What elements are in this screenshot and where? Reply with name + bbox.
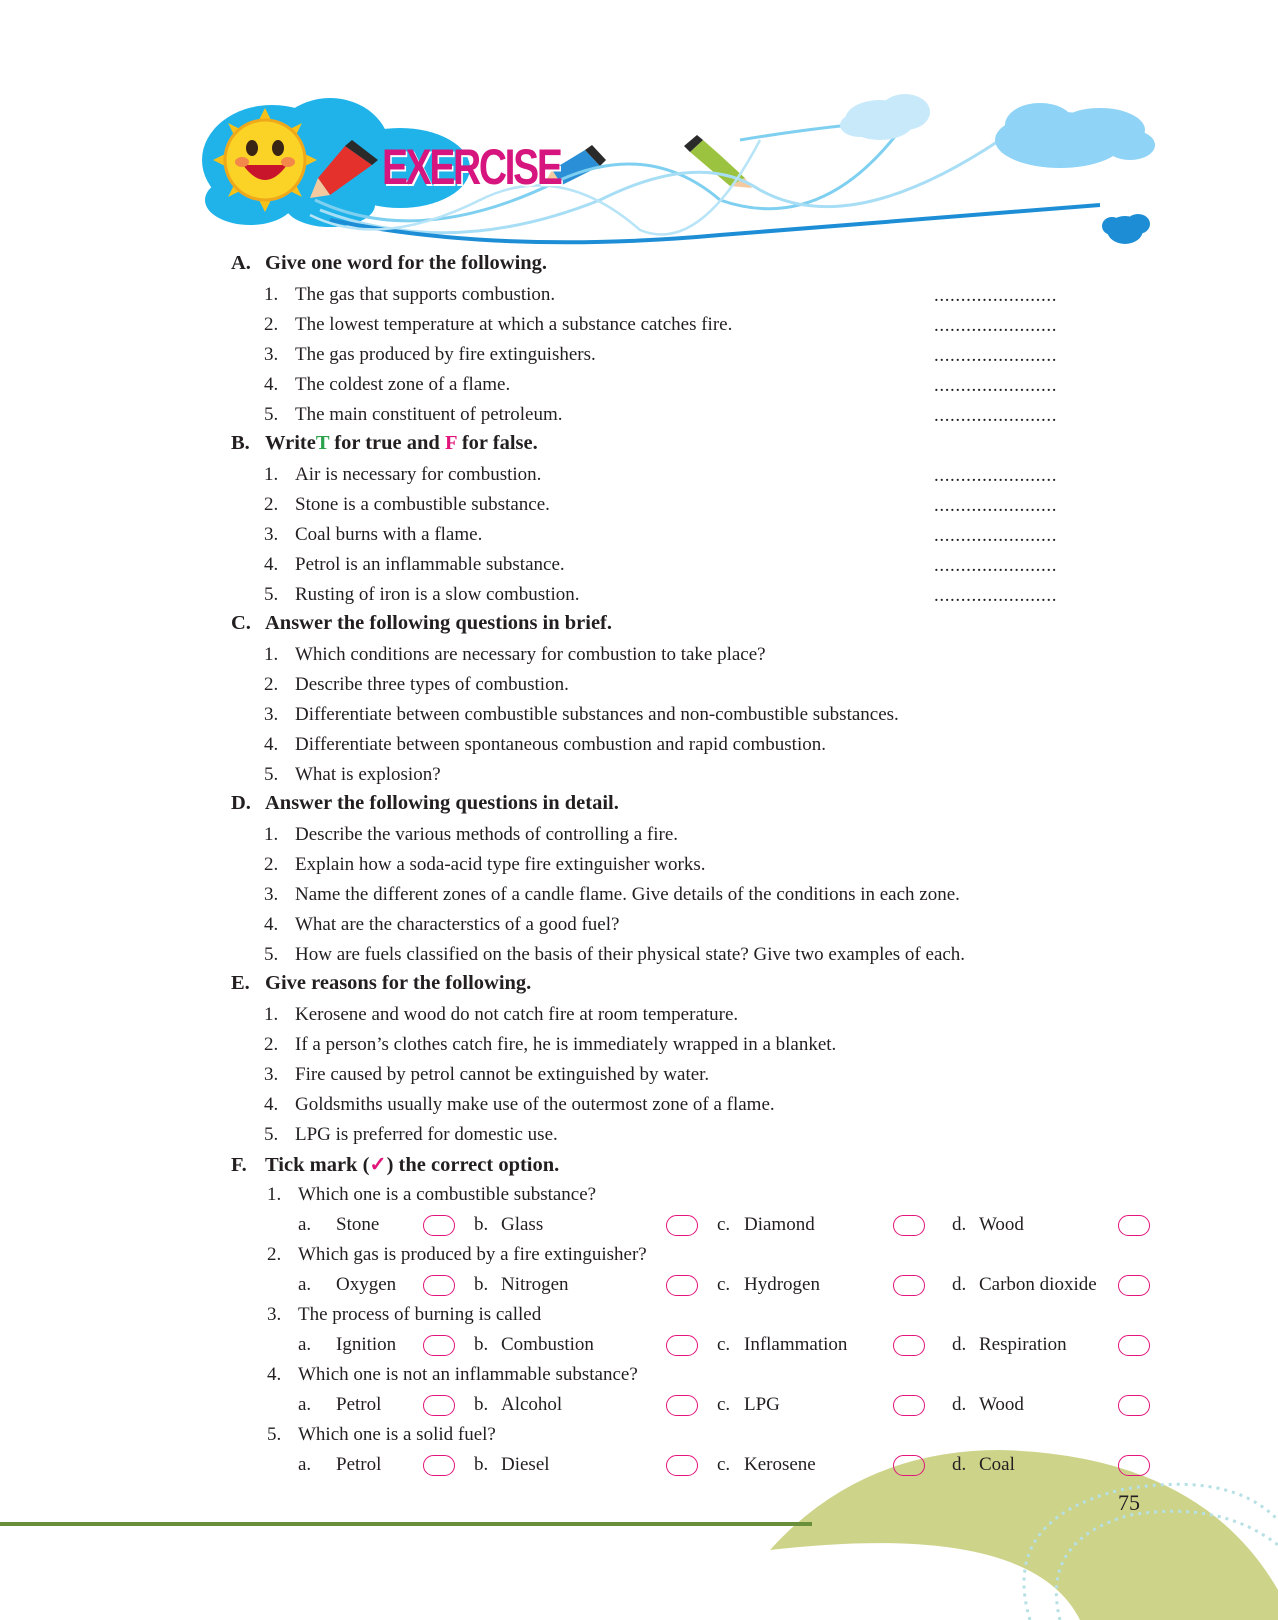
answer-checkbox[interactable] <box>1118 1455 1150 1476</box>
mcq-option: b. Diesel <box>474 1454 550 1475</box>
list-item: 5. Rusting of iron is a slow combustion. <box>264 584 580 605</box>
list-item: 1. Kerosene and wood do not catch fire at room temperature. <box>264 1004 739 1025</box>
answer-checkbox[interactable] <box>893 1335 925 1356</box>
answer-checkbox[interactable] <box>893 1395 925 1416</box>
answer-checkbox[interactable] <box>1118 1215 1150 1236</box>
answer-checkbox[interactable] <box>893 1275 925 1296</box>
list-item: 4. Petrol is an inflammable substance. <box>264 554 565 575</box>
list-item: 3. Differentiate between combustible substances and non-combustible substances. <box>264 704 899 725</box>
answer-checkbox[interactable] <box>666 1215 698 1236</box>
answer-line[interactable]: ....................... <box>934 375 1058 396</box>
list-item: 2. If a person’s clothes catch fire, he is immediately wrapped in a blanket. <box>264 1034 837 1055</box>
mcq-option: c. Hydrogen <box>717 1274 820 1295</box>
answer-checkbox[interactable] <box>666 1455 698 1476</box>
mcq-option: c. LPG <box>717 1394 780 1415</box>
tick-icon: ✓ <box>369 1154 387 1176</box>
answer-line[interactable]: ....................... <box>934 405 1058 426</box>
list-item: 1. The gas that supports combustion. <box>264 284 556 305</box>
answer-checkbox[interactable] <box>666 1335 698 1356</box>
list-item: 5. How are fuels classified on the basis of their physical state? Give two examples of each. <box>264 944 966 965</box>
mcq-option: d. Carbon dioxide <box>952 1274 1097 1295</box>
answer-checkbox[interactable] <box>423 1215 455 1236</box>
answer-line[interactable]: ....................... <box>934 585 1058 606</box>
section-f-heading: F. Tick mark (✓) the correct option. <box>231 1154 560 1176</box>
list-item: 5. LPG is preferred for domestic use. <box>264 1124 558 1145</box>
section-d-heading: D. Answer the following questions in detail. <box>231 792 619 814</box>
answer-line[interactable]: ....................... <box>934 345 1058 366</box>
answer-checkbox[interactable] <box>423 1275 455 1296</box>
list-item: 4. The coldest zone of a flame. <box>264 374 511 395</box>
answer-checkbox[interactable] <box>893 1455 925 1476</box>
mcq-option: d. Wood <box>952 1214 1024 1235</box>
list-item: 4. What are the characterstics of a good fuel? <box>264 914 620 935</box>
list-item: 2. Describe three types of combustion. <box>264 674 569 695</box>
answer-checkbox[interactable] <box>893 1215 925 1236</box>
section-a-heading: A. Give one word for the following. <box>231 252 548 274</box>
answer-checkbox[interactable] <box>666 1275 698 1296</box>
list-item: 1. Which conditions are necessary for combustion to take place? <box>264 644 766 665</box>
mcq-option: b. Combustion <box>474 1334 594 1355</box>
mcq-question: 5. Which one is a solid fuel? <box>267 1424 496 1445</box>
mcq-option: b. Nitrogen <box>474 1274 569 1295</box>
list-item: 4. Goldsmiths usually make use of the outermost zone of a flame. <box>264 1094 775 1115</box>
list-item: 2. Stone is a combustible substance. <box>264 494 550 515</box>
list-item: 1. Describe the various methods of controlling a fire. <box>264 824 679 845</box>
list-item: 3. The gas produced by fire extinguishers. <box>264 344 596 365</box>
mcq-question: 2. Which gas is produced by a fire extinguisher? <box>267 1244 647 1265</box>
page-number: 75 <box>1118 1490 1140 1515</box>
answer-line[interactable]: ....................... <box>934 285 1058 306</box>
answer-line[interactable]: ....................... <box>934 495 1058 516</box>
mcq-option: c. Diamond <box>717 1214 815 1235</box>
mcq-option: d. Respiration <box>952 1334 1067 1355</box>
answer-line[interactable]: ....................... <box>934 465 1058 486</box>
mcq-option: a. Ignition <box>298 1334 397 1355</box>
mcq-option: a. Stone <box>298 1214 380 1235</box>
list-item: 5. The main constituent of petroleum. <box>264 404 563 425</box>
mcq-option: b. Glass <box>474 1214 544 1235</box>
mcq-question: 1. Which one is a combustible substance? <box>267 1184 597 1205</box>
mcq-option: a. Oxygen <box>298 1274 397 1295</box>
answer-line[interactable]: ....................... <box>934 555 1058 576</box>
list-item: 3. Name the different zones of a candle flame. Give details of the conditions in each zone. <box>264 884 960 905</box>
list-item: 4. Differentiate between spontaneous combustion and rapid combustion. <box>264 734 826 755</box>
answer-checkbox[interactable] <box>666 1395 698 1416</box>
section-c-heading: C. Answer the following questions in brief. <box>231 612 613 634</box>
list-item: 2. Explain how a soda-acid type fire extinguisher works. <box>264 854 706 875</box>
mcq-option: d. Wood <box>952 1394 1024 1415</box>
mcq-option: a. Petrol <box>298 1394 382 1415</box>
section-e-heading: E. Give reasons for the following. <box>231 972 532 994</box>
answer-checkbox[interactable] <box>1118 1335 1150 1356</box>
mcq-option: c. Inflammation <box>717 1334 848 1355</box>
answer-checkbox[interactable] <box>423 1395 455 1416</box>
answer-checkbox[interactable] <box>423 1335 455 1356</box>
mcq-option: c. Kerosene <box>717 1454 816 1475</box>
answer-checkbox[interactable] <box>1118 1395 1150 1416</box>
mcq-question: 3. The process of burning is called <box>267 1304 542 1325</box>
answer-line[interactable]: ....................... <box>934 315 1058 336</box>
mcq-option: a. Petrol <box>298 1454 382 1475</box>
answer-checkbox[interactable] <box>1118 1275 1150 1296</box>
list-item: 1. Air is necessary for combustion. <box>264 464 542 485</box>
section-b-heading: B. WriteT for true and F for false. <box>231 432 538 454</box>
list-item: 3. Fire caused by petrol cannot be extinguished by water. <box>264 1064 710 1085</box>
list-item: 2. The lowest temperature at which a substance catches fire. <box>264 314 733 335</box>
mcq-question: 4. Which one is not an inflammable substance? <box>267 1364 638 1385</box>
mcq-option: b. Alcohol <box>474 1394 563 1415</box>
answer-line[interactable]: ....................... <box>934 525 1058 546</box>
mcq-option: d. Coal <box>952 1454 1015 1475</box>
list-item: 5. What is explosion? <box>264 764 441 785</box>
page-title: EXERCISE <box>382 139 561 195</box>
list-item: 3. Coal burns with a flame. <box>264 524 483 545</box>
answer-checkbox[interactable] <box>423 1455 455 1476</box>
